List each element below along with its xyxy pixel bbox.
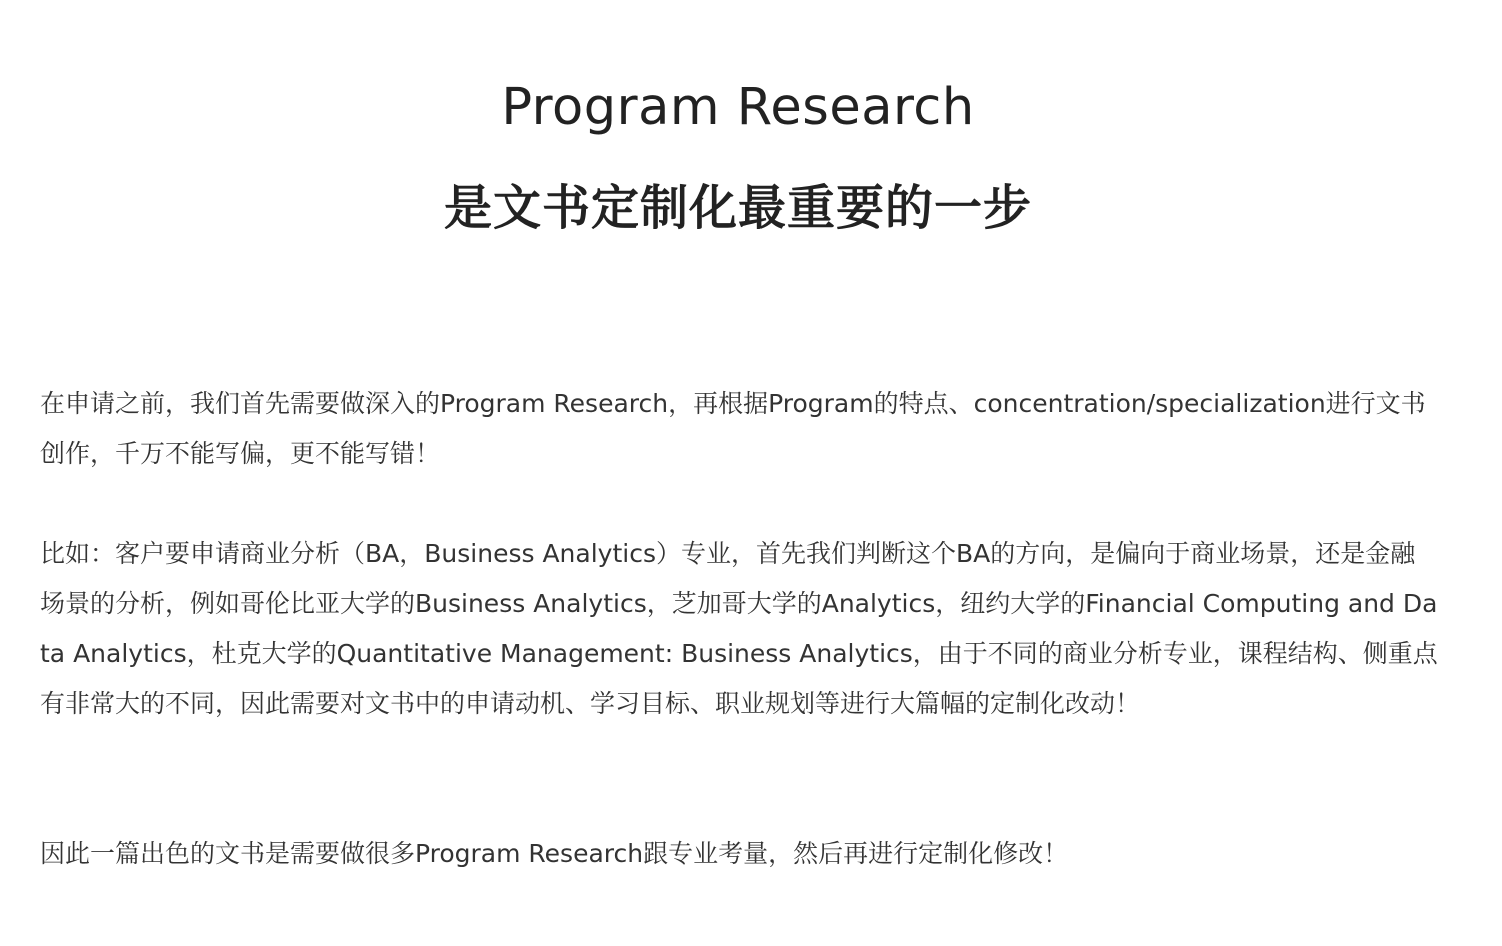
paragraph-conclusion: 因此一篇出色的文书是需要做很多Program Research跟专业考量，然后再进行定制化修改！ <box>40 839 1069 868</box>
page-title: Program Research <box>501 78 975 137</box>
page-subtitle: 是文书定制化最重要的一步 <box>443 180 1032 236</box>
paragraph-example: 比如：客户要申请商业分析（BA，Business Analytics）专业，首先我们判断这个BA的方向，是偏向于商业场景，还是金融场景的分析，例如哥伦比亚大学的Business Analytics，芝加哥大学的Analytics，纽约大学的Financial Computing and Data Analytics，杜克大学的Quantitative Management: Business Analytics，由于不同的商业分析专业，课程结构、侧重点有非常大的不同，因此需要对文书中的申请动机、学习目标、职业规划等进行大篇幅的定制化改动！ <box>40 539 1438 718</box>
paragraph-intro: 在申请之前，我们首先需要做深入的Program Research，再根据Program的特点、concentration/specialization进行文书创作，千万不能写偏，更不能写错！ <box>40 389 1426 468</box>
